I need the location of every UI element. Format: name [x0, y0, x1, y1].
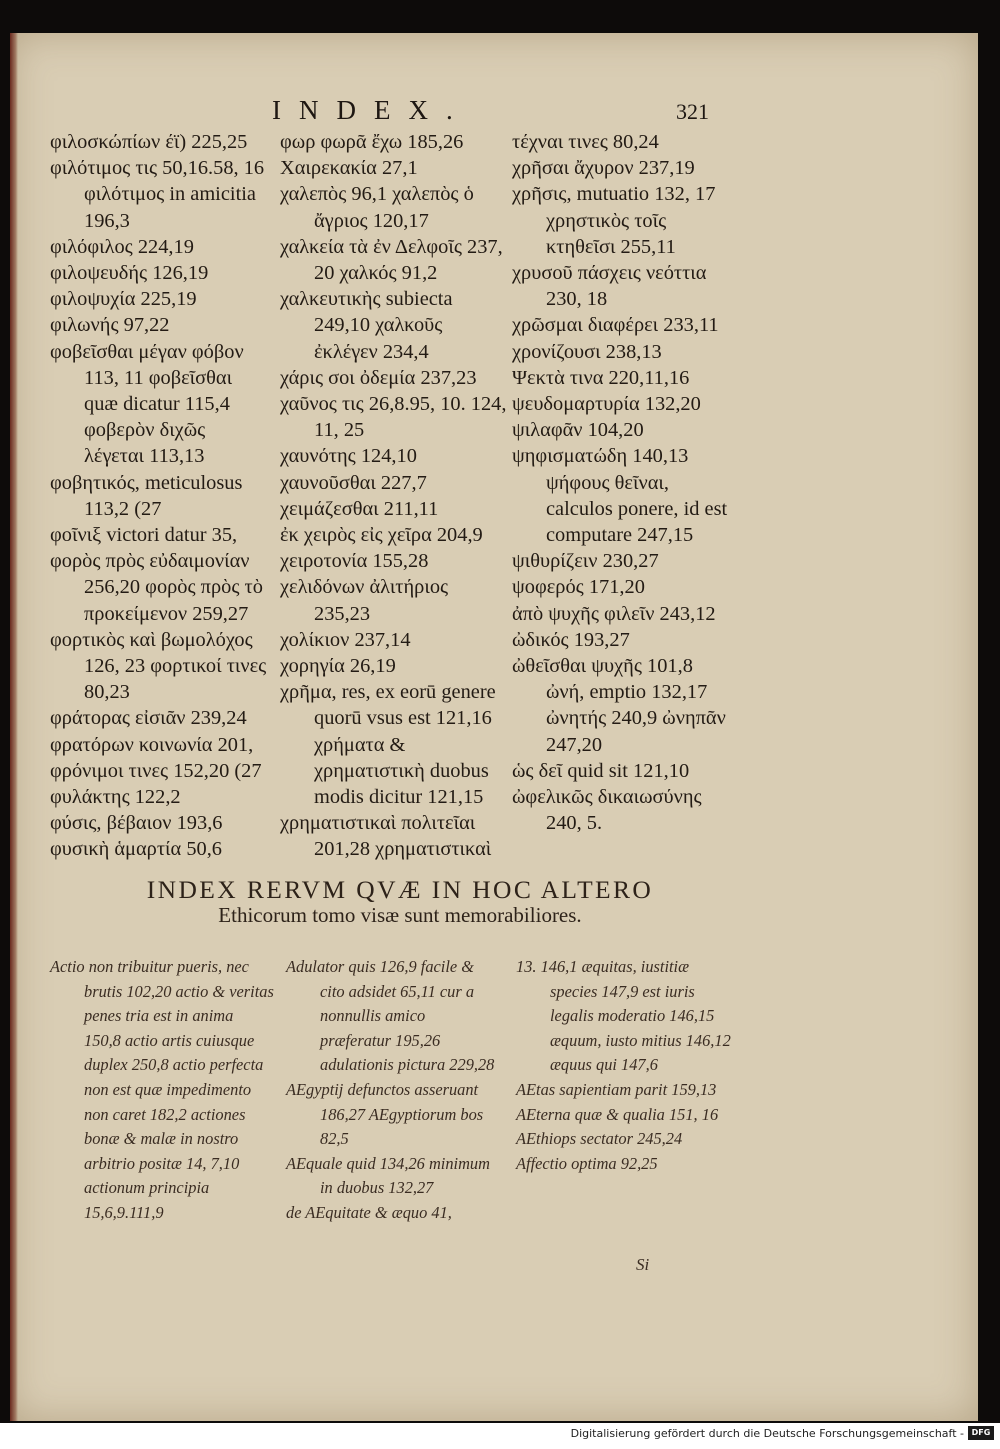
funding-credit: Digitalisierung gefördert durch die Deutsche Forschungsgemeinschaft -	[570, 1427, 964, 1440]
rerum-index-column-2	[286, 955, 500, 1226]
index-entry: φοῖνιξ victori datur 35,	[50, 524, 238, 547]
index-entry: χολίκιον 237,14	[280, 628, 411, 651]
index-entry: ὠθεῖσθαι ψυχῆς 101,8 ὠνή, emptio 132,17 ὠνητής 240,9 ὠνηπᾶν 247,20	[512, 655, 726, 756]
index-entry: 13. 146,1 æquitas, iustitiæ species 147,9 est iuris legalis moderatio 146,15 æquum, iusto mitius 146,12 æquus qui 147,6	[516, 957, 731, 1075]
index-entry: τέχναι τινες 80,24	[512, 131, 659, 153]
greek-index-column-2	[280, 129, 508, 863]
index-entry: Affectio optima 92,25	[516, 1153, 658, 1173]
index-entry: φιλοσκώπίων έϊ) 225,25	[50, 131, 248, 153]
index-entry: χαυνοῦσθαι 227,7	[280, 471, 427, 494]
index-entry: φρατόρων κοινωνία 201,	[50, 733, 254, 756]
index-entry: ἀπὸ ψυχῆς φιλεῖν 243,12	[512, 602, 716, 625]
index-entry: χρῶσμαι διαφέρει 233,11	[512, 314, 719, 337]
index-entry: φοβεῖσθαι μέγαν φόβον 113, 11 φοβεῖσθαι quæ dicatur 115,4 φοβερὸν διχῶς λέγεται 113,13	[50, 340, 244, 468]
index-entry: χρονίζουσι 238,13	[512, 340, 662, 363]
index-entry: φυσικὴ ἁμαρτία 50,6	[50, 838, 222, 861]
index-entry: AEquale quid 134,26 minimum in duobus 132,27	[286, 1153, 490, 1198]
catchword: Si	[636, 1255, 650, 1274]
index-entry: φυλάκτης 122,2	[50, 786, 181, 809]
greek-index-column-3	[512, 129, 730, 836]
index-entry: χρῆμα, res, ex eorū genere quorū vsus est 121,16 χρήματα & χρηματιστικὴ duobus modis dicitur 121,15	[280, 681, 496, 809]
index-entry: ψοφερός 171,20	[512, 576, 645, 599]
rerum-index-heading	[70, 875, 730, 928]
index-entry: φοβητικός, meticulosus 113,2 (27	[50, 471, 243, 520]
index-entry: ὠδικός 193,27	[512, 628, 630, 651]
rerum-index-column-3	[516, 955, 732, 1176]
index-entry: de AEquitate & æquo 41,	[286, 1202, 452, 1222]
index-entry: φορὸς πρὸς εὐδαιμονίαν 256,20 φορὸς πρὸς τὸ προκείμενον 259,27	[50, 550, 263, 625]
index-entry: φιλωνής 97,22	[50, 314, 170, 337]
index-entry: χαλκεία τὰ ἐν Δελφοῖς 237, 20 χαλκός 91,2	[280, 235, 503, 285]
index-entry: ὡς δεῖ quid sit 121,10	[512, 759, 690, 782]
dfg-logo: DFG	[968, 1426, 994, 1440]
index-entry: φρόνιμοι τινες 152,20 (27	[50, 759, 262, 782]
index-entry: χαῦνος τις 26,8.95, 10. 124, 11, 25	[280, 393, 507, 442]
index-entry: Ψεκτὰ τινα 220,11,16	[512, 366, 690, 389]
index-entry: χορηγία 26,19	[280, 655, 396, 678]
page-number: 321	[676, 99, 709, 124]
index-entry: φορτικὸς καὶ βωμολόχος 126, 23 φορτικοί τινες 80,23	[50, 628, 267, 704]
running-header-title: INDEX.	[272, 95, 471, 125]
digitization-footer	[0, 1423, 1000, 1449]
index-entry: φιλόφιλος 224,19	[50, 235, 194, 258]
index-entry: AEtas sapientiam parit 159,13	[516, 1079, 717, 1099]
index-entry: Actio non tribuitur pueris, nec brutis 102,20 actio & veritas penes tria est in anima 150,8 actio artis cuiusque duplex 250,8 actio perfecta non est quæ impedimento non caret 182,2 actiones bonæ & malæ in nostro arbitrio positæ 14, 7,10 actionum principia 15,6,9.111,9	[50, 957, 274, 1222]
index-entry: φράτορας εἰσιᾶν 239,24	[50, 707, 247, 730]
index-entry: χειμάζεσθαι 211,11	[280, 497, 439, 520]
index-entry: Χαιρεκακία 27,1	[280, 157, 418, 180]
index-entry: φωρ φωρᾶ ἔχω 185,26	[280, 131, 464, 153]
index-entry: ὠφελικῶς δικαιωσύνης 240, 5.	[512, 786, 702, 835]
index-entry: ψευδομαρτυρία 132,20	[512, 393, 701, 416]
index-entry: χρῆσαι ἄχυρον 237,19	[512, 157, 695, 180]
index-entry: AEgyptij defunctos asseruant 186,27 AEgyptiorum bos 82,5	[286, 1079, 484, 1149]
index-entry: φιλοψευδής 126,19	[50, 262, 209, 285]
index-entry: χρηματιστικαὶ πολιτεῖαι 201,28 χρηματιστικαὶ	[280, 812, 492, 861]
index-entry: ψιλαφᾶν 104,20	[512, 419, 644, 442]
index-entry: χαλκευτικὴς subiecta 249,10 χαλκοῦς ἐκλέγεν 234,4	[280, 288, 453, 363]
index-entry: ψιθυρίζειν 230,27	[512, 550, 659, 573]
index-entry: AEterna quæ & qualia 151, 16	[516, 1104, 719, 1124]
book-page	[10, 33, 978, 1421]
rerum-index-column-1	[50, 955, 274, 1226]
index-entry: φιλοψυχία 225,19	[50, 288, 197, 311]
index-entry: Adulator quis 126,9 facile & cito adsidet 65,11 cur a nonnullis amico præferatur 195,26 adulationis pictura 229,28	[286, 957, 495, 1075]
index-entry: χαυνότης 124,10	[280, 445, 417, 468]
index-entry: χαλεπὸς 96,1 χαλεπὸς ὁ ἄγριος 120,17	[280, 183, 474, 232]
index-entry: χειροτονία 155,28	[280, 550, 429, 573]
rerum-index-title: INDEX RERVM QVÆ IN HOC ALTERO	[146, 875, 654, 904]
index-entry: φύσις, βέβαιον 193,6	[50, 812, 223, 835]
index-entry: χάρις σοι ὀδεμία 237,23	[280, 366, 477, 389]
index-entry: ἐκ χειρὸς εἰς χεῖρα 204,9	[280, 524, 483, 547]
index-entry: χρῆσις, mutuatio 132, 17 χρηστικὸς τοῖς κτηθεῖσι 255,11	[512, 183, 716, 258]
index-entry: φιλότιμος τις 50,16.58, 16 φιλότιμος in amicitia 196,3	[50, 157, 265, 232]
greek-index-column-1	[50, 129, 268, 863]
index-entry: χρυσοῦ πάσχεις νεόττια 230, 18	[512, 262, 707, 311]
index-entry: χελιδόνων ἀλιτήριος 235,23	[280, 576, 449, 625]
page-edge	[10, 33, 18, 1421]
rerum-index-subtitle: Ethicorum tomo visæ sunt memorabiliores.	[218, 903, 582, 927]
index-entry: ψηφισματώδη 140,13 ψήφους θεῖναι, calculos ponere, id est computare 247,15	[512, 445, 728, 547]
index-entry: AEthiops sectator 245,24	[516, 1129, 683, 1149]
